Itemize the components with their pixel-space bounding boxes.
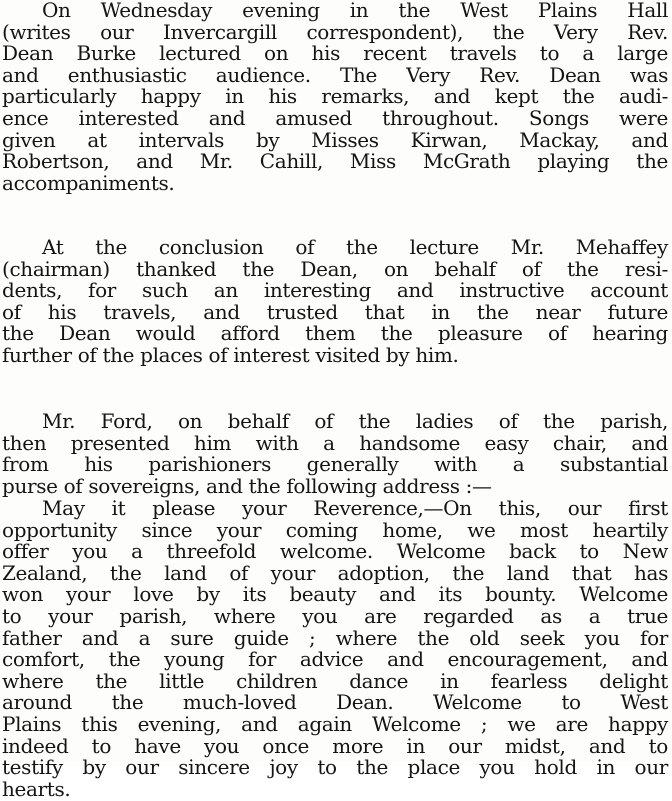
text-line: May it please your Reverence,—On this, our first: [42, 496, 668, 520]
text-line: Mr. Ford, on behalf of the ladies of the parish,: [42, 409, 668, 433]
paragraph-presentation: [0, 411, 668, 497]
text-line: to your parish, where you are regarded as a true: [2, 603, 668, 628]
text-line: given at intervals by Misses Kirwan, Mackay, and: [2, 127, 668, 152]
text-line: and enthusiastic audience. The Very Rev. Dean was: [2, 62, 668, 87]
paragraph-lecture-report: [0, 0, 668, 194]
text-line: offer you a threefold welcome. Welcome back to New: [2, 539, 668, 564]
text-line: Zealand, the land of your adoption, the land that has: [2, 560, 668, 585]
text-line: won your love by its beauty and its bounty. Welcome: [2, 582, 668, 607]
text-line: hearts.: [2, 776, 71, 801]
text-line: accompaniments.: [2, 170, 175, 195]
text-line: opportunity since your coming home, we most heartily: [2, 517, 668, 542]
paragraph-address: [0, 498, 668, 800]
text-line: Dean Burke lectured on his recent travels to a large: [2, 41, 668, 66]
text-line: dents, for such an interesting and instructive account: [2, 278, 668, 303]
paragraph-chairman-thanks: [0, 237, 668, 367]
text-line: father and a sure guide ; where the old seek you for: [2, 625, 668, 650]
text-line: At the conclusion of the lecture Mr. Mehaffey: [42, 235, 668, 259]
text-line: ence interested and amused throughout. Songs were: [2, 105, 668, 130]
text-line: the Dean would afford them the pleasure of hearing: [2, 321, 668, 346]
text-line: then presented him with a handsome easy chair, and: [2, 430, 668, 455]
text-line: (writes our Invercargill correspondent), the Very Rev.: [2, 19, 668, 44]
text-line: indeed to have you once more in our midst, and to: [2, 733, 668, 758]
text-line: further of the places of interest visited by him.: [2, 342, 459, 367]
text-line: Plains this evening, and again Welcome ; we are happy: [2, 711, 668, 736]
text-line: from his parishioners generally with a substantial: [2, 452, 668, 477]
text-line: testify by our sincere joy to the place you hold in our: [2, 755, 668, 780]
text-line: (chairman) thanked the Dean, on behalf of the resi-: [2, 256, 668, 281]
text-line: On Wednesday evening in the West Plains Hall: [42, 0, 668, 22]
text-line: Robertson, and Mr. Cahill, Miss McGrath playing the: [2, 149, 668, 174]
text-line: of his travels, and trusted that in the near future: [2, 299, 668, 324]
text-line: around the much-loved Dean. Welcome to West: [2, 690, 668, 715]
text-line: particularly happy in his remarks, and kept the audi-: [2, 84, 668, 109]
text-line: comfort, the young for advice and encouragement, and: [2, 647, 668, 672]
text-line: purse of sovereigns, and the following address :—: [2, 473, 492, 498]
text-line: where the little children dance in fearless delight: [2, 668, 668, 693]
